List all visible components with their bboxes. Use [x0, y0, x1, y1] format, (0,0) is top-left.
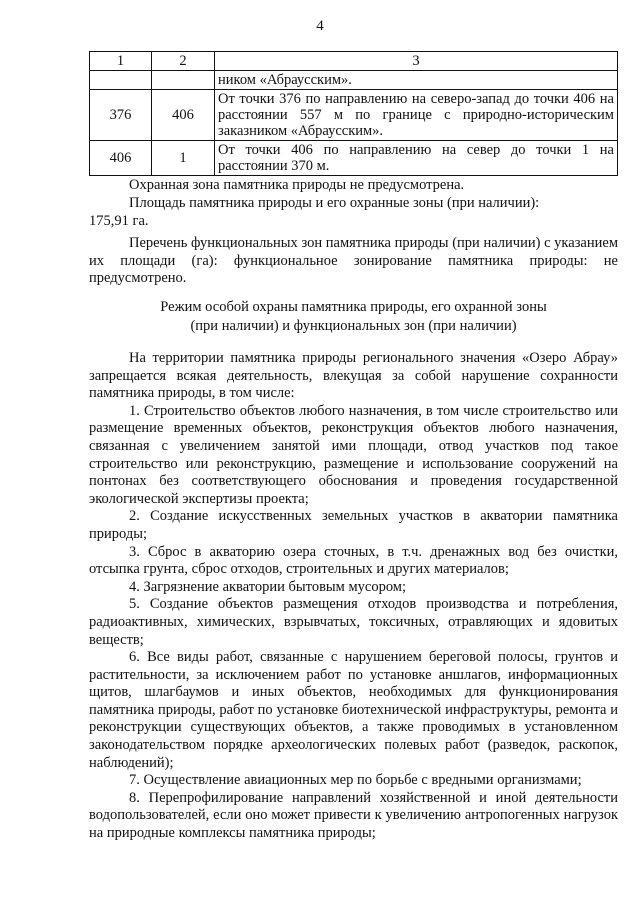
- regime-list: [89, 350, 618, 843]
- list-item: 1. Строительство объектов любого назначения, в том числе строительство или размещение временных объектов, реконструкция объектов любого назначения, связанная с увеличением занятой ими площади, отвод участков под такое строительство или реконструкцию, размещение и использование сооружений на понтонах без соответствующего обоснования и проведения государственной экологической экспертизы проекта;: [89, 402, 618, 507]
- table-cell-to: [152, 71, 215, 90]
- list-item: 4. Загрязнение акватории бытовым мусором;: [129, 578, 407, 595]
- area-value: 175,91 га.: [89, 213, 149, 229]
- page-number: 4: [316, 18, 324, 34]
- list-item: 8. Перепрофилирование направлений хозяйственной и иной деятельности водопользователей, если оно может привести к увеличению антропогенных нагрузок на природные комплексы памятника природы;: [89, 789, 618, 842]
- table-cell-from: 376: [90, 90, 152, 141]
- protection-zone-paragraph: Охранная зона памятника природы не предусмотрена.: [129, 177, 465, 193]
- list-item: 6. Все виды работ, связанные с нарушением береговой полосы, грунтов и растительности, за исключением работ по установке аншлагов, информационных щитов, шлагбаумов и иных объектов, необходимых для функционирования памятника природы, работ по установке биотехнической инфраструктуры, ремонта и реконструкции существующих объектов, а также проводимых в установленном законодательством порядке археологических полевых работ (разведок, раскопок, наблюдений);: [89, 649, 618, 771]
- table-cell-from: 406: [90, 141, 152, 176]
- functional-zones-paragraph: Перечень функциональных зон памятника природы (при наличии) с указанием их площади (га): функциональное зонирование памятника природы: не предусмотрено.: [89, 235, 618, 287]
- table-row: [90, 90, 618, 141]
- table-header-cell: 1: [90, 52, 152, 71]
- table-row: [90, 71, 618, 90]
- table-header-cell: 2: [152, 52, 215, 71]
- list-item: 2. Создание искусственных земельных участков в акватории памятника природы;: [89, 508, 618, 542]
- table-cell-description: От точки 406 по направлению на север до точки 1 на расстоянии 370 м.: [215, 141, 618, 176]
- table-row: [90, 141, 618, 176]
- regime-lead-paragraph: На территории памятника природы регионального значения «Озеро Абрау» запрещается всякая деятельность, влекущая за собой нарушение сохранности памятника природы, в том числе:: [89, 350, 618, 402]
- list-item: 5. Создание объектов размещения отходов производства и потребления, радиоактивных, химических, взрывчатых, токсичных, отравляющих и ядовитых веществ;: [89, 596, 618, 648]
- table-header-cell: 3: [215, 52, 618, 71]
- list-item: 7. Осуществление авиационных мер по борьбе с вредными организмами;: [129, 772, 582, 789]
- section-heading-line: Режим особой охраны памятника природы, его охранной зоны: [160, 299, 547, 315]
- boundary-table: [89, 51, 618, 176]
- table-cell-to: 406: [152, 90, 215, 141]
- area-label-paragraph: Площадь памятника природы и его охранные зоны (при наличии):: [129, 195, 540, 211]
- table-cell-to: 1: [152, 141, 215, 176]
- table-cell-from: [90, 71, 152, 90]
- table-header-row: [90, 52, 618, 71]
- list-item: 3. Сброс в акваторию озера сточных, в т.ч. дренажных вод без очистки, отсыпка грунта, сброс отходов, строительных и других материалов;: [89, 543, 618, 578]
- section-heading: [89, 298, 618, 336]
- table-cell-description: От точки 376 по направлению на северо-запад до точки 406 на расстоянии 557 м по границе с природно-историческим заказником «Абраусским».: [215, 90, 618, 141]
- table-cell-description: ником «Абраусским».: [215, 71, 618, 90]
- section-heading-line: (при наличии) и функциональных зон (при наличии): [190, 318, 517, 334]
